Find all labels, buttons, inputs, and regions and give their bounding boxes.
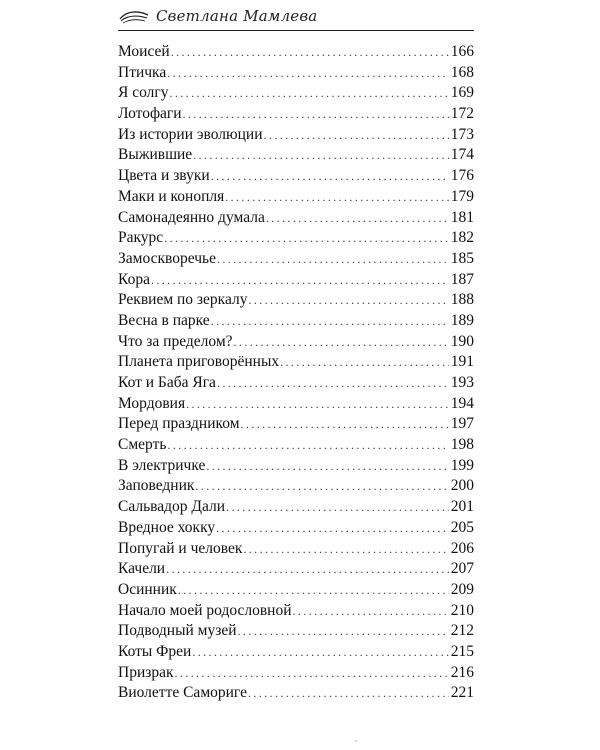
toc-entry-title: Замоскворечье	[118, 249, 216, 267]
toc-entry-page: 182	[450, 229, 474, 247]
toc-entry	[118, 63, 474, 84]
toc-entry-page: 181	[450, 208, 474, 226]
toc-entry-title: Весна в парке	[118, 311, 210, 329]
toc-entry-page: 207	[450, 560, 474, 578]
toc-entry-page: 168	[450, 63, 474, 81]
toc-entry-title: Реквием по зеркалу	[118, 291, 248, 309]
toc-entry	[118, 228, 474, 249]
toc-entry-title: Перед праздником	[118, 415, 240, 433]
toc-entry-title: Маки и конопля	[118, 187, 225, 205]
toc-dot-leader	[167, 435, 448, 456]
toc-entry	[118, 435, 474, 456]
toc-dot-leader	[266, 208, 449, 229]
toc-entry-title: Лотофаги	[118, 105, 182, 123]
toc-entry	[118, 83, 474, 104]
toc-dot-leader	[151, 270, 449, 291]
toc-entry-page: 173	[450, 125, 474, 143]
toc-entry-title: Самонадеянно думала	[118, 208, 265, 226]
toc-entry-page: 212	[450, 622, 474, 640]
toc-entry-page: 169	[450, 84, 474, 102]
toc-entry-page: 188	[450, 291, 474, 309]
toc-entry-title: Выжившие	[118, 146, 193, 164]
toc-dot-leader	[192, 642, 448, 663]
toc-entry-page: 187	[450, 270, 474, 288]
toc-entry	[118, 663, 474, 684]
toc-entry	[118, 394, 474, 415]
toc-entry-page: 191	[450, 353, 474, 371]
toc-entry-title: Начало моей родословной	[118, 601, 292, 619]
toc-entry-title: Из истории эволюции	[118, 125, 263, 143]
table-of-contents	[118, 42, 474, 704]
toc-dot-leader	[164, 228, 449, 249]
toc-entry-title: Смерть	[118, 436, 167, 454]
toc-dot-leader	[264, 125, 449, 146]
toc-entry	[118, 373, 474, 394]
toc-entry	[118, 104, 474, 125]
toc-dot-leader	[234, 332, 449, 353]
toc-entry-page: 198	[450, 436, 474, 454]
toc-entry-page: 197	[450, 415, 474, 433]
toc-entry	[118, 476, 474, 497]
toc-entry-page: 199	[450, 456, 474, 474]
toc-dot-leader	[217, 249, 449, 270]
toc-entry-title: В электричке	[118, 456, 206, 474]
toc-dot-leader	[293, 601, 449, 622]
toc-entry	[118, 580, 474, 601]
toc-dot-leader	[280, 352, 449, 373]
toc-entry	[118, 332, 474, 353]
toc-dot-leader	[183, 104, 449, 125]
toc-dot-leader	[243, 539, 448, 560]
toc-dot-leader	[193, 145, 449, 166]
toc-entry-title: Ракурс	[118, 229, 164, 247]
toc-dot-leader	[186, 394, 449, 415]
toc-entry	[118, 601, 474, 622]
toc-entry-page: 209	[450, 580, 474, 598]
toc-dot-leader	[241, 414, 449, 435]
toc-dot-leader	[238, 621, 449, 642]
toc-entry-title: Осинник	[118, 580, 177, 598]
toc-entry-title: Вредное хокку	[118, 518, 216, 536]
toc-dot-leader	[178, 580, 449, 601]
toc-dot-leader	[206, 456, 448, 477]
toc-entry	[118, 539, 474, 560]
toc-entry-page: 200	[450, 477, 474, 495]
toc-entry-title: Цвета и звуки	[118, 167, 210, 185]
toc-dot-leader	[248, 683, 449, 704]
toc-entry-page: 193	[450, 374, 474, 391]
toc-dot-leader	[225, 187, 449, 208]
toc-entry-page: 194	[450, 394, 474, 412]
toc-entry	[118, 414, 474, 435]
toc-entry-page: 176	[450, 167, 474, 185]
toc-dot-leader	[167, 63, 449, 84]
toc-entry-page: 185	[450, 249, 474, 267]
toc-entry-page: 206	[450, 539, 474, 557]
toc-dot-leader	[195, 476, 448, 497]
toc-entry-page: 205	[450, 518, 474, 536]
toc-entry-title: Виолетте Самориге	[118, 684, 247, 702]
toc-entry-page: 166	[450, 43, 474, 60]
toc-entry	[118, 166, 474, 187]
toc-entry-title: Я солгу	[118, 84, 169, 102]
toc-entry-title: Моисей	[118, 43, 170, 60]
toc-entry	[118, 456, 474, 477]
toc-dot-leader	[171, 42, 449, 63]
toc-entry-page: 215	[450, 642, 474, 660]
toc-entry-title: Птичка	[118, 63, 167, 81]
toc-dot-leader	[217, 373, 449, 394]
toc-entry-title: Качели	[118, 560, 166, 578]
toc-entry	[118, 208, 474, 229]
toc-entry-page: 172	[450, 105, 474, 123]
toc-entry-page: 174	[450, 146, 474, 164]
toc-entry	[118, 187, 474, 208]
toc-entry-title: Мордовия	[118, 394, 186, 412]
toc-entry-page: 216	[450, 663, 474, 681]
toc-entry-title: Сальвадор Дали	[118, 498, 226, 516]
toc-entry	[118, 125, 474, 146]
toc-entry	[118, 352, 474, 373]
toc-entry-title: Коты Фреи	[118, 642, 192, 660]
toc-dot-leader	[175, 663, 449, 684]
toc-entry	[118, 642, 474, 663]
running-header	[118, 2, 317, 30]
toc-dot-leader	[248, 290, 448, 311]
toc-dot-leader	[216, 518, 449, 539]
toc-entry-page: 221	[450, 684, 474, 702]
toc-entry	[118, 621, 474, 642]
toc-entry-title: Что за пределом?	[118, 332, 233, 350]
toc-dot-leader	[211, 166, 449, 187]
toc-entry	[118, 145, 474, 166]
toc-entry-title: Планета приговорённых	[118, 353, 280, 371]
toc-entry-page: 190	[450, 332, 474, 350]
toc-entry	[118, 518, 474, 539]
author-name: Светлана Мамлева	[156, 7, 318, 25]
toc-entry	[118, 497, 474, 518]
toc-dot-leader	[169, 83, 448, 104]
toc-entry-title: Кот и Баба Яга	[118, 374, 216, 391]
toc-entry	[118, 42, 474, 63]
toc-entry-page: 189	[450, 311, 474, 329]
toc-entry-page: 201	[450, 498, 474, 516]
page-speck	[355, 740, 357, 742]
toc-entry-title: Попугай и человек	[118, 539, 243, 557]
toc-entry	[118, 249, 474, 270]
toc-dot-leader	[226, 497, 449, 518]
toc-entry	[118, 683, 474, 704]
toc-entry	[118, 290, 474, 311]
toc-entry-title: Кора	[118, 270, 150, 288]
toc-entry-title: Подводный музей	[118, 622, 237, 640]
toc-dot-leader	[211, 311, 449, 332]
toc-dot-leader	[166, 559, 449, 580]
swirl-ornament-icon	[118, 6, 150, 26]
header-divider	[118, 30, 474, 31]
toc-entry	[118, 559, 474, 580]
toc-entry-title: Заповедник	[118, 477, 195, 495]
toc-entry-page: 179	[450, 187, 474, 205]
toc-entry	[118, 270, 474, 291]
toc-entry-title: Призрак	[118, 663, 174, 681]
toc-entry	[118, 311, 474, 332]
toc-entry-page: 210	[450, 601, 474, 619]
